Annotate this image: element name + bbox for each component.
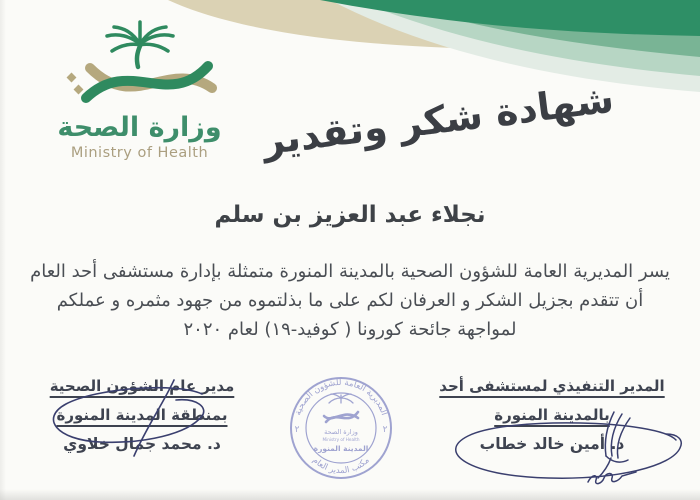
signature-right-block [438,377,666,453]
logo-swoosh [86,66,212,98]
moh-logo-arabic-title: وزارة الصحة [57,112,222,143]
recipient-name: نجلاء عبد العزيز بن سلم [214,202,486,228]
palm-tree-icon [107,22,173,67]
left-signature-name: د. محمد جمال خلاوي [63,435,221,453]
stamp-bottom-text: مكتب المدير العام [310,455,372,477]
moh-logo-icon [60,18,220,112]
right-signature-title-line2: بالمدينة المنورة [494,406,610,424]
stamp-center-line3: المدينة المنورة [313,444,369,453]
stamp-center-line1: وزارة الصحة [324,428,358,436]
body-line-3: لمواجهة جائحة كورونا ( كوفيد-١٩) لعام ٢٠٢٠ [183,319,517,340]
body-line-1: يسر المديرية العامة للشؤون الصحية بالمدينة المنورة متمثلة بإدارة مستشفى أحد العام [30,261,670,282]
signature-left-block [28,377,256,453]
stamp-left-mark: ٢ [294,425,300,435]
calligraphy-title: شهادة شكر وتقدير [259,76,617,164]
moh-logo [52,18,227,161]
official-round-stamp [286,372,396,486]
left-signature-title-line1: مدير عام الشؤون الصحية [49,377,235,395]
swoosh-green [86,66,208,98]
stamp-right-mark: ٢ [382,425,388,435]
right-signature-title-line1: المدير التنفيذي لمستشفى أحد [439,377,665,395]
stamp-top-text: المديرية العامة للشؤون الصحية [293,377,389,417]
body-line-2: أن تتقدم بجزيل الشكر و العرفان لكم على ما بذلتموه من جهود مثمره و عملكم [56,290,644,311]
right-signature-name: د. أمين خالد خطاب [479,435,625,453]
scan-edge-bottom [0,489,700,500]
stamp-palm-icon [324,394,358,422]
left-signature-title-line2: بمنطقة المدينة المنورة [56,406,228,424]
moh-logo-english-title: Ministry of Health [70,145,209,162]
certificate-body [0,257,700,344]
scan-edge-left [0,0,6,500]
stamp-center-line2: Ministry of Health [322,437,360,442]
logo-dots [66,73,83,95]
